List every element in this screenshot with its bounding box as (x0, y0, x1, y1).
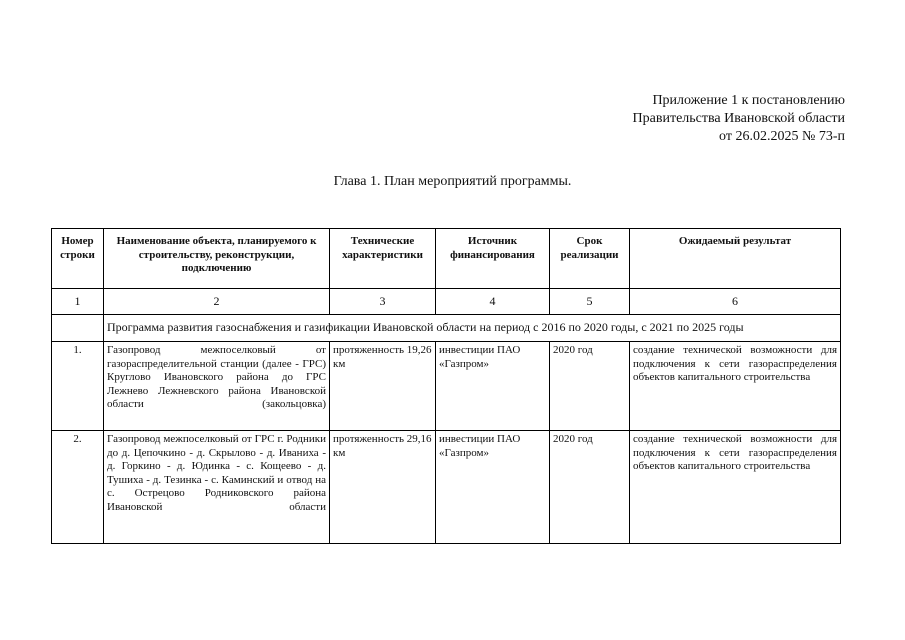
program-empty-cell (52, 315, 104, 342)
appendix-line-3: от 26.02.2025 № 73-п (719, 129, 845, 144)
expected-result: создание технической возможности для подключения к сети газораспределения объектов капитального строительства (630, 431, 841, 544)
term: 2020 год (550, 342, 630, 431)
header-expected-result: Ожидаемый результат (630, 229, 841, 289)
object-name: Газопровод межпоселковый от газораспределительной станции (далее - ГРС) Круглово Ивановского района до ГРС Лежнево Лежневского района Ивановской области (закольцовка) (104, 342, 330, 431)
column-number: 6 (630, 289, 841, 315)
table-header-row (52, 229, 841, 289)
column-number: 1 (52, 289, 104, 315)
funding-source: инвестиции ПАО «Газпром» (436, 431, 550, 544)
header-term: Срок реализации (550, 229, 630, 289)
column-numbers-row (52, 289, 841, 315)
program-title: Программа развития газоснабжения и газификации Ивановской области на период с 2016 по 2020 годы, с 2021 по 2025 годы (104, 315, 841, 342)
characteristics: протяженность 19,26 км (330, 342, 436, 431)
appendix-header (633, 92, 845, 146)
column-number: 5 (550, 289, 630, 315)
column-number: 3 (330, 289, 436, 315)
row-number: 2. (52, 431, 104, 544)
column-number: 4 (436, 289, 550, 315)
funding-source: инвестиции ПАО «Газпром» (436, 342, 550, 431)
term: 2020 год (550, 431, 630, 544)
program-row (52, 315, 841, 342)
table-row (52, 431, 841, 544)
header-object-name: Наименование объекта, планируемого к строительству, реконструкции, подключению (104, 229, 330, 289)
characteristics: протяженность 29,16 км (330, 431, 436, 544)
chapter-title: Глава 1. План мероприятий программы. (333, 174, 572, 189)
header-characteristics: Технические характеристики (330, 229, 436, 289)
row-number: 1. (52, 342, 104, 431)
header-row-number: Номер строки (52, 229, 104, 289)
appendix-line-2: Правительства Ивановской области (632, 111, 845, 126)
plan-table (51, 228, 841, 544)
header-funding-source: Источник финансирования (436, 229, 550, 289)
table-row (52, 342, 841, 431)
object-name: Газопровод межпоселковый от ГРС г. Родники до д. Цепочкино - д. Скрылово - д. Иваниха - д. Горкино - д. Юдинка - с. Кощеево - д. Тушиха - д. Тезинка - с. Каминский и отвод на с. Острецово Родниковского района Ивановской области (104, 431, 330, 544)
appendix-line-1: Приложение 1 к постановлению (652, 93, 845, 108)
expected-result: создание технической возможности для подключения к сети газораспределения объектов капитального строительства (630, 342, 841, 431)
column-number: 2 (104, 289, 330, 315)
